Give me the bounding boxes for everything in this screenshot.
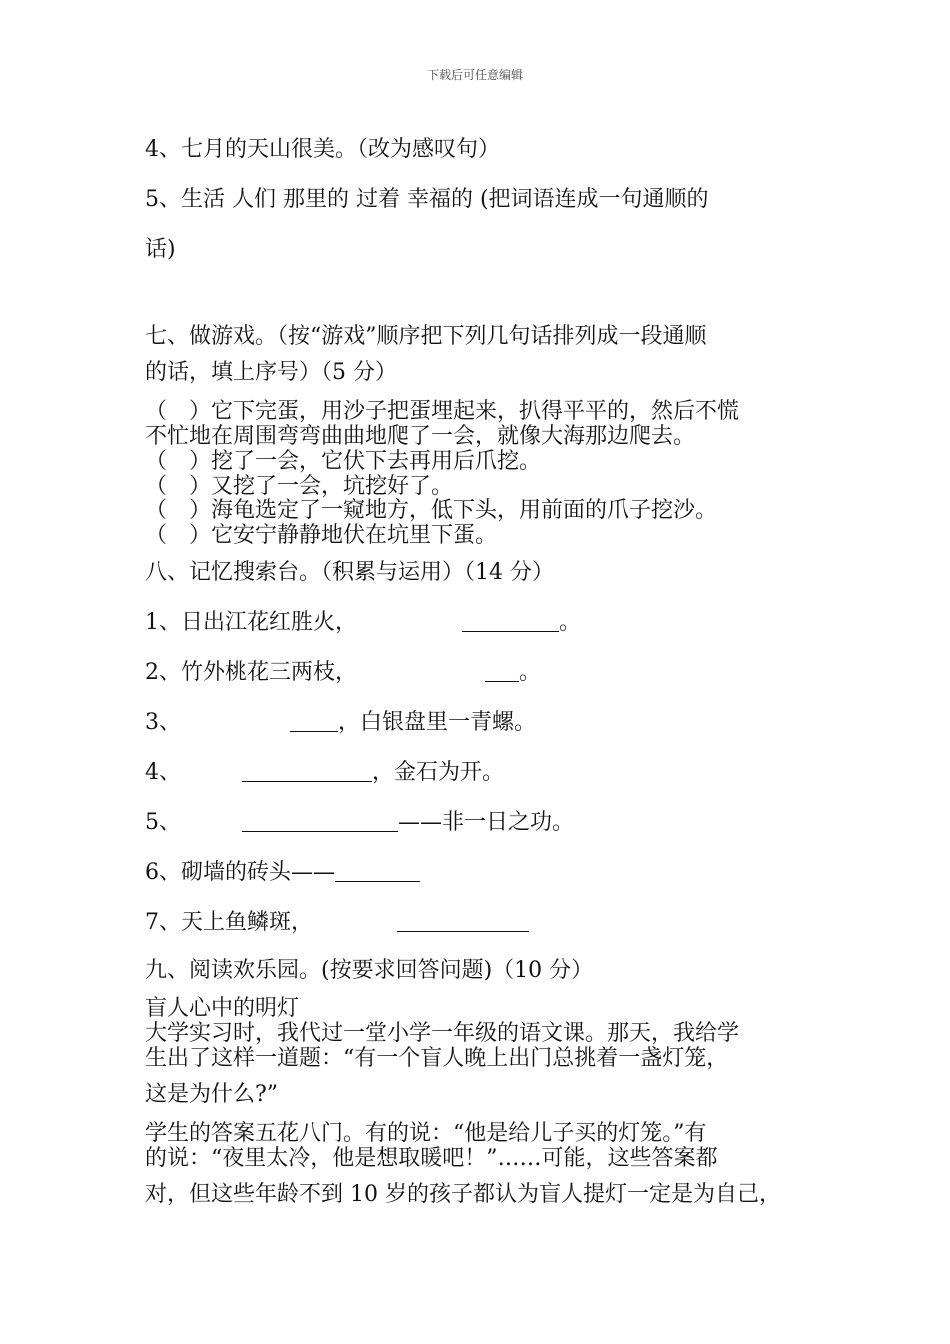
article-title: 盲人心中的明灯 [145,996,300,1021]
question-8-4-text: ，金石为开。 [372,760,505,785]
fill-blank[interactable] [335,861,420,882]
question-8-7-text: 7、天上鱼鳞斑， [145,910,313,935]
question-8-5-text: ——非一日之功。 [398,810,575,835]
question-8-1-end: 。 [559,610,582,635]
fill-blank[interactable] [462,611,559,632]
ordering-item: （ ）挖了一会，它伏下去再用后爪挖。 [145,449,542,474]
ordering-item: （ ）海龟选定了一窥地方，低下头，用前面的爪子挖沙。 [145,498,718,523]
question-6-4: 4、七月的天山很美。（改为感叹句） [145,137,500,162]
section-8-title: 八、记忆搜索台。（积累与运用）（14 分） [145,560,554,585]
question-8-5-num: 5、 [145,810,181,835]
ordering-item-continuation: 不忙地在周围弯弯曲曲地爬了一会，就像大海那边爬去。 [145,424,696,449]
article-paragraph-2-line2: 的说：“夜里太冷，他是想取暖吧！”……可能，这些答案都 [145,1146,718,1171]
fill-blank[interactable] [242,811,398,832]
question-8-1 [145,610,581,636]
question-6-5-line2: 话) [145,237,176,262]
question-8-1-text: 1、日出江花红胜火， [145,610,357,635]
question-8-6 [145,860,420,886]
question-8-2-end: 。 [519,660,542,685]
fill-blank[interactable] [290,711,338,732]
section-7-title-line2: 的话，填上序号）（5 分） [145,360,397,385]
page-header: 下载后可任意编辑 [426,68,523,82]
question-8-5 [145,810,574,836]
article-paragraph-2-line3: 对，但这些年龄不到 10 岁的孩子都认为盲人提灯一定是为自己， [145,1182,781,1207]
question-8-7 [145,910,529,936]
question-8-2 [145,660,541,686]
ordering-item: （ ）它安宁静静地伏在坑里下蛋。 [145,523,498,548]
ordering-item: （ ）又挖了一会，坑挖好了。 [145,474,454,499]
article-paragraph-2-line1: 学生的答案五花八门。有的说：“他是给儿子买的灯笼。”有 [145,1121,707,1146]
fill-blank[interactable] [242,761,372,782]
question-8-4 [145,760,504,786]
question-6-5-line1: 5、生活 人们 那里的 过着 幸福的 (把词语连成一句通顺的 [145,187,709,212]
question-8-3-num: 3、 [145,710,181,735]
section-7-title-line1: 七、做游戏。（按“游戏”顺序把下列几句话排列成一段通顺 [145,324,707,349]
fill-blank[interactable] [397,911,529,932]
question-8-2-text: 2、竹外桃花三两枝， [145,660,357,685]
question-8-3-text: ，白银盘里一青螺。 [338,710,537,735]
article-paragraph-1-line2: 生出了这样一道题：“有一个盲人晚上出门总挑着一盏灯笼， [145,1046,729,1071]
question-8-3 [145,710,536,736]
question-8-6-text: 6、砌墙的砖头—— [145,860,335,885]
article-paragraph-1-line3: 这是为什么?” [145,1082,279,1107]
article-paragraph-1-line1: 大学实习时，我代过一堂小学一年级的语文课。那天，我给学 [145,1021,740,1046]
ordering-item: （ ）它下完蛋，用沙子把蛋埋起来，扒得平平的，然后不慌 [145,399,740,424]
question-8-4-num: 4、 [145,760,181,785]
fill-blank[interactable] [485,661,519,682]
section-9-title: 九、阅读欢乐园。(按要求回答问题)（10 分） [145,958,594,983]
